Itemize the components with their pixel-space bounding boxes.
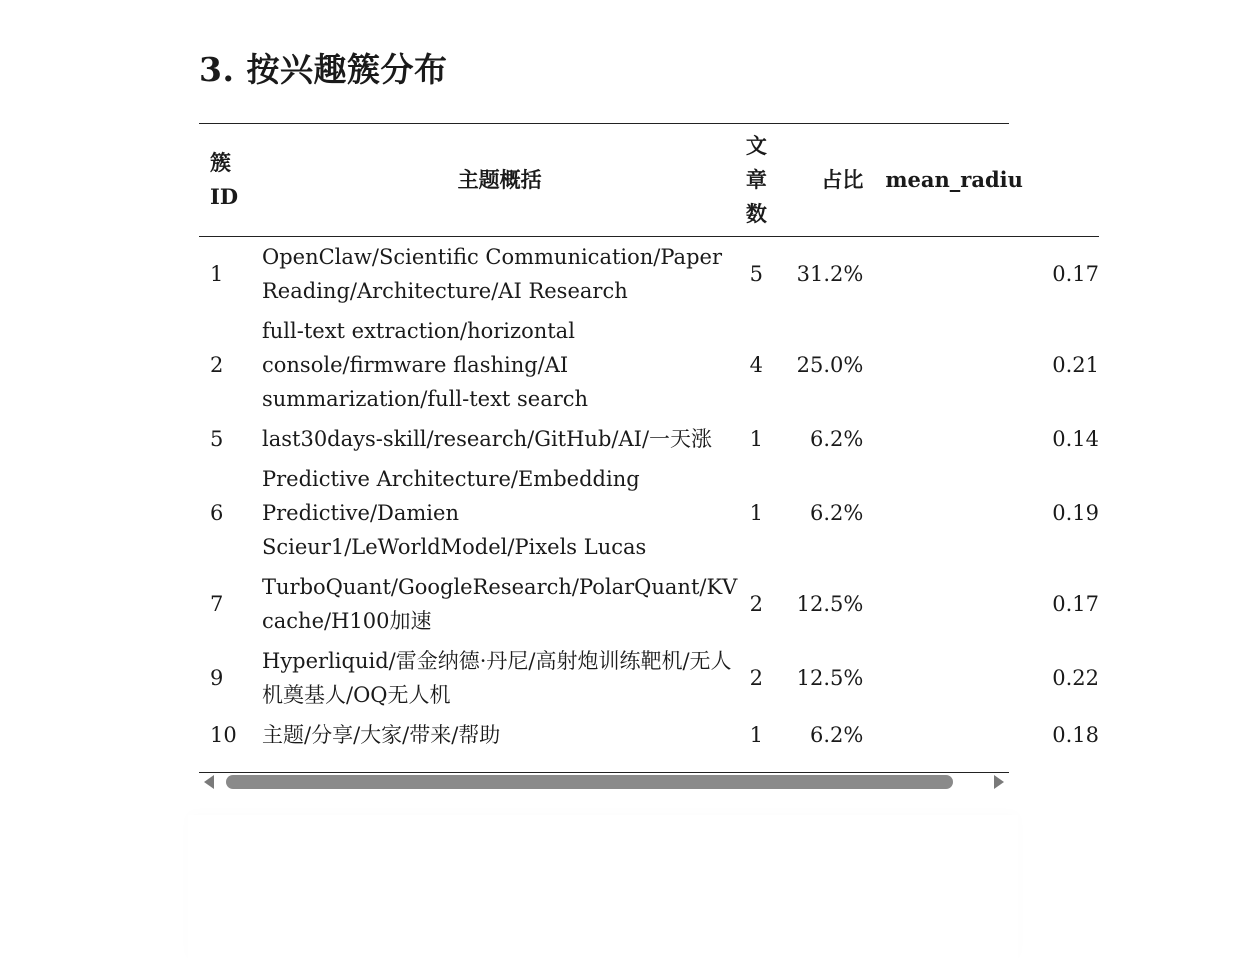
cell-article-count: 5 — [749, 262, 764, 286]
scrollbar-thumb[interactable] — [226, 775, 953, 789]
section-heading: 3. 按兴趣簇分布 — [199, 50, 448, 89]
cell-mean-radius: 0.18 — [1052, 723, 1099, 747]
table-row — [199, 567, 1099, 641]
content-fade-area — [188, 815, 1018, 960]
header-cluster-id-line: 簇 — [210, 150, 231, 175]
table-row — [199, 311, 1099, 419]
header-article-count-line: 章 — [745, 167, 767, 192]
header-summary: 主题概括 — [262, 124, 737, 237]
cell-mean-radius: 0.14 — [1052, 427, 1099, 451]
cell-summary: full-text extraction/horizontal console/firmware flashing/AI summarization/full-text search — [262, 319, 589, 411]
scroll-left-arrow-icon[interactable] — [204, 775, 214, 789]
cell-share: 12.5% — [796, 666, 864, 690]
table-header-row — [199, 124, 1099, 237]
cell-mean-radius: 0.17 — [1052, 592, 1099, 616]
cell-cluster-id: 2 — [210, 353, 224, 377]
cell-cluster-id: 7 — [210, 592, 224, 616]
cell-article-count: 1 — [749, 427, 764, 451]
cell-share: 31.2% — [796, 262, 864, 286]
cluster-table — [199, 124, 1099, 755]
cell-summary: 主题/分享/大家/带来/帮助 — [262, 723, 501, 747]
cell-cluster-id: 1 — [210, 262, 224, 286]
table-row — [199, 237, 1099, 312]
cell-share: 12.5% — [796, 592, 864, 616]
cell-mean-radius: 0.17 — [1052, 262, 1099, 286]
cell-cluster-id: 5 — [210, 427, 224, 451]
header-article-count-line: 文 — [745, 133, 767, 158]
header-share: 占比 — [775, 124, 869, 237]
cell-share: 6.2% — [809, 501, 864, 525]
scroll-right-arrow-icon[interactable] — [994, 775, 1004, 789]
cell-article-count: 1 — [749, 501, 764, 525]
table-row — [199, 459, 1099, 567]
cell-summary: Hyperliquid/雷金纳德·丹尼/高射炮训练靶机/无人机奠基人/OQ无人机 — [262, 649, 732, 707]
cell-mean-radius: 0.19 — [1052, 501, 1099, 525]
header-article-count-line: 数 — [745, 201, 767, 226]
cell-article-count: 2 — [749, 666, 764, 690]
cell-article-count: 2 — [749, 592, 764, 616]
cell-cluster-id: 6 — [210, 501, 224, 525]
header-cluster-id — [199, 124, 262, 237]
table-row — [199, 419, 1099, 459]
cell-article-count: 4 — [749, 353, 764, 377]
cell-share: 6.2% — [809, 427, 864, 451]
table-row — [199, 641, 1099, 715]
cell-summary: Predictive Architecture/Embedding Predictive/Damien Scieur1/LeWorldModel/Pixels Lucas — [262, 467, 647, 559]
horizontal-scrollbar[interactable] — [199, 772, 1009, 792]
cell-cluster-id: 10 — [210, 723, 237, 747]
cell-article-count: 1 — [749, 723, 764, 747]
cell-share: 25.0% — [796, 353, 864, 377]
header-article-count — [737, 124, 775, 237]
header-cluster-id-line: ID — [210, 184, 239, 209]
cluster-table-container[interactable] — [199, 123, 1099, 773]
cell-cluster-id: 9 — [210, 666, 224, 690]
cell-summary: last30days-skill/research/GitHub/AI/一天涨 — [262, 427, 713, 451]
table-row — [199, 715, 1099, 755]
cell-mean-radius: 0.21 — [1052, 353, 1099, 377]
header-mean-radius: mean_radiu — [869, 124, 1099, 237]
cell-summary: TurboQuant/GoogleResearch/PolarQuant/KV cache/H100加速 — [262, 575, 738, 633]
cell-mean-radius: 0.22 — [1052, 666, 1099, 690]
cell-share: 6.2% — [809, 723, 864, 747]
cell-summary: OpenClaw/Scientific Communication/Paper Reading/Architecture/AI Research — [262, 245, 722, 303]
